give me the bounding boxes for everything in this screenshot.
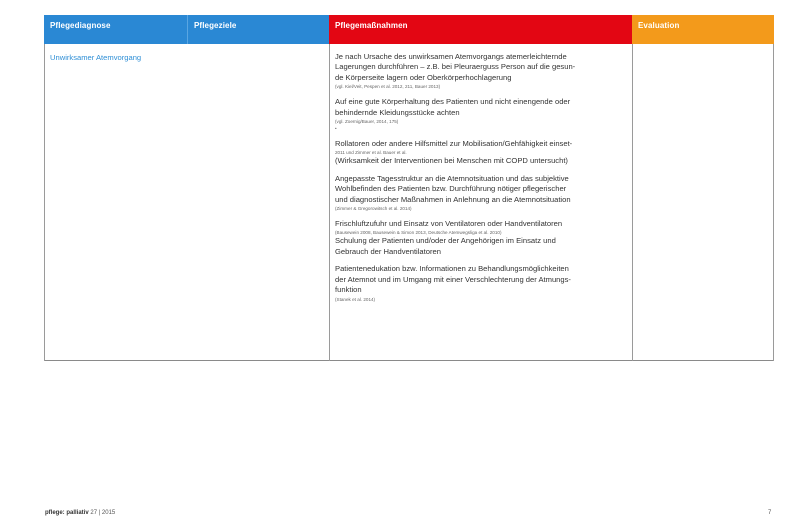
measure-item (335, 52, 627, 90)
page-number: 7 (768, 510, 772, 516)
measure-text: Angepasste Tagesstruktur an die Atemnotsituation und das subjektive Wohlbefinden des Patienten bzw. Durchführung nötiger pflegerischer und diagnostischer Maßnahmen in Anlehnung an die Atemnotsituation (335, 173, 571, 204)
measure-source: (Zimmer & Gregorowitsch et al. 2014) (335, 206, 412, 212)
header-evaluation: Evaluation (632, 15, 774, 44)
column-divider (632, 44, 633, 361)
measure-item (335, 264, 627, 302)
measure-source: (vgl. Kiel/Veit, Pespen et al. 2012, 211, Bauer 2013) (335, 84, 441, 90)
measure-text: Patientenedukation bzw. Informationen zu Behandlungsmöglichkeiten der Atemnot und im Umgang mit einer Verschlechterung der Atmungs- funktion (335, 264, 571, 295)
table-body (44, 44, 774, 361)
column-divider (329, 44, 330, 361)
measures-cell (335, 52, 627, 310)
journal-footer (45, 510, 115, 516)
measure-text: Schulung der Patienten und/oder der Angehörigen im Einsatz und Gebrauch der Handventilatoren (335, 236, 556, 256)
diagnosis-cell: Unwirksamer Atemvorgang (50, 53, 142, 62)
measure-item (335, 219, 627, 236)
measure-text: Frischluftzufuhr und Einsatz von Ventilatoren oder Handventilatoren (335, 219, 563, 229)
measure-source: (Stanek et al. 2014) (335, 296, 376, 302)
column-divider (773, 44, 774, 361)
measure-source: (Bausewein 2008, Bausewein & Simon 2013, Deutsche Atemwegsliga et al. 2010) (335, 230, 502, 236)
measure-text: Je nach Ursache des unwirksamen Atemvorgangs atemerleichternde Lagerungen durchführen – z.B. bei Pleuraerguss Person auf die gesun- de Körperseite lagern oder Oberkörperhochlagerung (335, 52, 576, 82)
header-nursing-measures: Pflegemaßnahmen (329, 15, 632, 44)
measure-item (335, 97, 627, 132)
column-divider (44, 44, 45, 361)
measure-text: (Wirksamkeit der Interventionen bei Menschen mit COPD untersucht) (335, 156, 568, 166)
header-nursing-goals: Pflegeziele (187, 15, 329, 44)
journal-name: pflege: palliativ (45, 510, 89, 516)
journal-issue: 27 | 2015 (90, 510, 116, 516)
measure-source: 2011 und Zimmer et al. Bauer et al. (335, 150, 407, 156)
measure-item (335, 156, 627, 166)
measure-item (335, 174, 627, 212)
table-header (44, 15, 774, 44)
measure-item (335, 139, 627, 156)
measure-text: Rollatoren oder andere Hilfsmittel zur Mobilisation/Gehfähigkeit einset- (335, 139, 573, 149)
measure-source: (vgl. Zoernig/Bauer, 2014, 175) • (335, 119, 399, 132)
measure-text: Auf eine gute Körperhaltung des Patienten und nicht einengende oder behindernde Kleidungsstücke achten (335, 97, 571, 117)
header-nursing-diagnosis: Pflegediagnose (44, 15, 187, 44)
measure-item (335, 236, 627, 257)
care-plan-table (44, 15, 774, 361)
